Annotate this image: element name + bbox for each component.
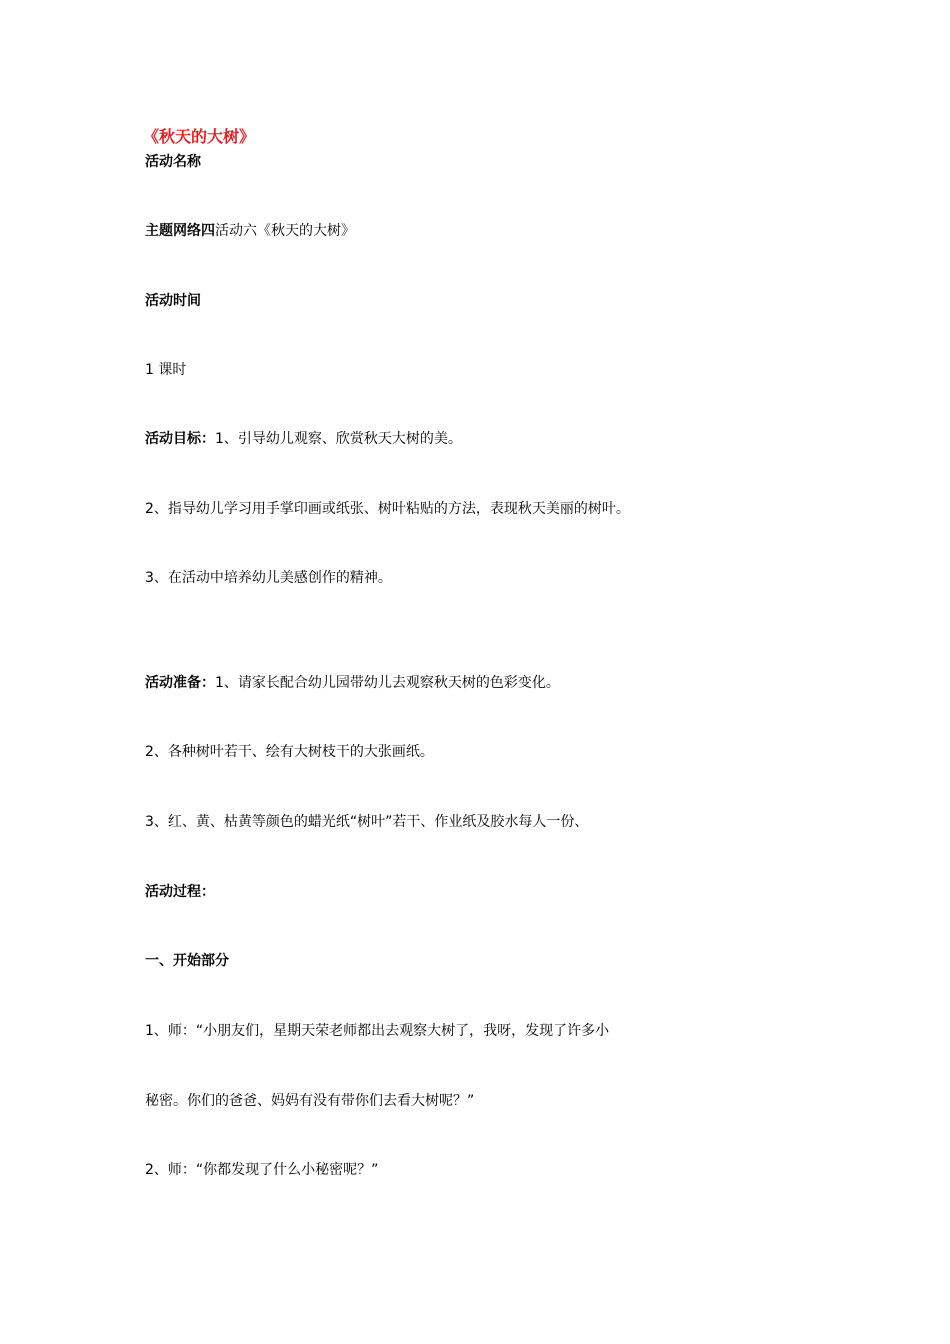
prep-text-1: 1、请家长配合幼儿园带幼儿去观察秋天树的色彩变化。 bbox=[215, 675, 560, 691]
prep-label: 活动准备： bbox=[145, 675, 215, 691]
goal-line-3: 3、在活动中培养幼儿美感创作的精神。 bbox=[145, 570, 392, 586]
process-line-1-cont: 秘密。你们的爸爸、妈妈有没有带你们去看大树呢？” bbox=[145, 1093, 475, 1109]
process-line-2: 2、师：“你都发现了什么小秘密呢？” bbox=[145, 1162, 379, 1178]
prep-line-2: 2、各种树叶若干、绘有大树枝干的大张画纸。 bbox=[145, 744, 434, 760]
document-title: 《秋天的大树》 bbox=[143, 127, 256, 146]
goal-line-2: 2、指导幼儿学习用手掌印画或纸张、树叶粘贴的方法，表现秋天美丽的树叶。 bbox=[145, 501, 630, 517]
heading-activity-name: 活动名称 bbox=[145, 154, 201, 170]
heading-process: 活动过程： bbox=[145, 884, 215, 900]
process-line-1: 1、师：“小朋友们，星期天荣老师都出去观察大树了，我呀，发现了许多小 bbox=[145, 1023, 610, 1039]
activity-time-value: 1 课时 bbox=[145, 362, 187, 378]
activity-name-line bbox=[145, 221, 355, 241]
goal-label: 活动目标： bbox=[145, 431, 215, 447]
prep-line-1 bbox=[145, 673, 560, 693]
goal-line-1 bbox=[145, 429, 462, 449]
goal-text-1: 1、引导幼儿观察、欣赏秋天大树的美。 bbox=[215, 431, 462, 447]
heading-start-section: 一、开始部分 bbox=[145, 953, 229, 969]
heading-activity-time: 活动时间 bbox=[145, 293, 201, 309]
theme-label: 主题网络四 bbox=[145, 223, 215, 239]
prep-line-3: 3、红、黄、枯黄等颜色的蜡光纸“树叶”若干、作业纸及胶水每人一份、 bbox=[145, 814, 589, 830]
activity-name-value: 活动六《秋天的大树》 bbox=[215, 223, 355, 239]
